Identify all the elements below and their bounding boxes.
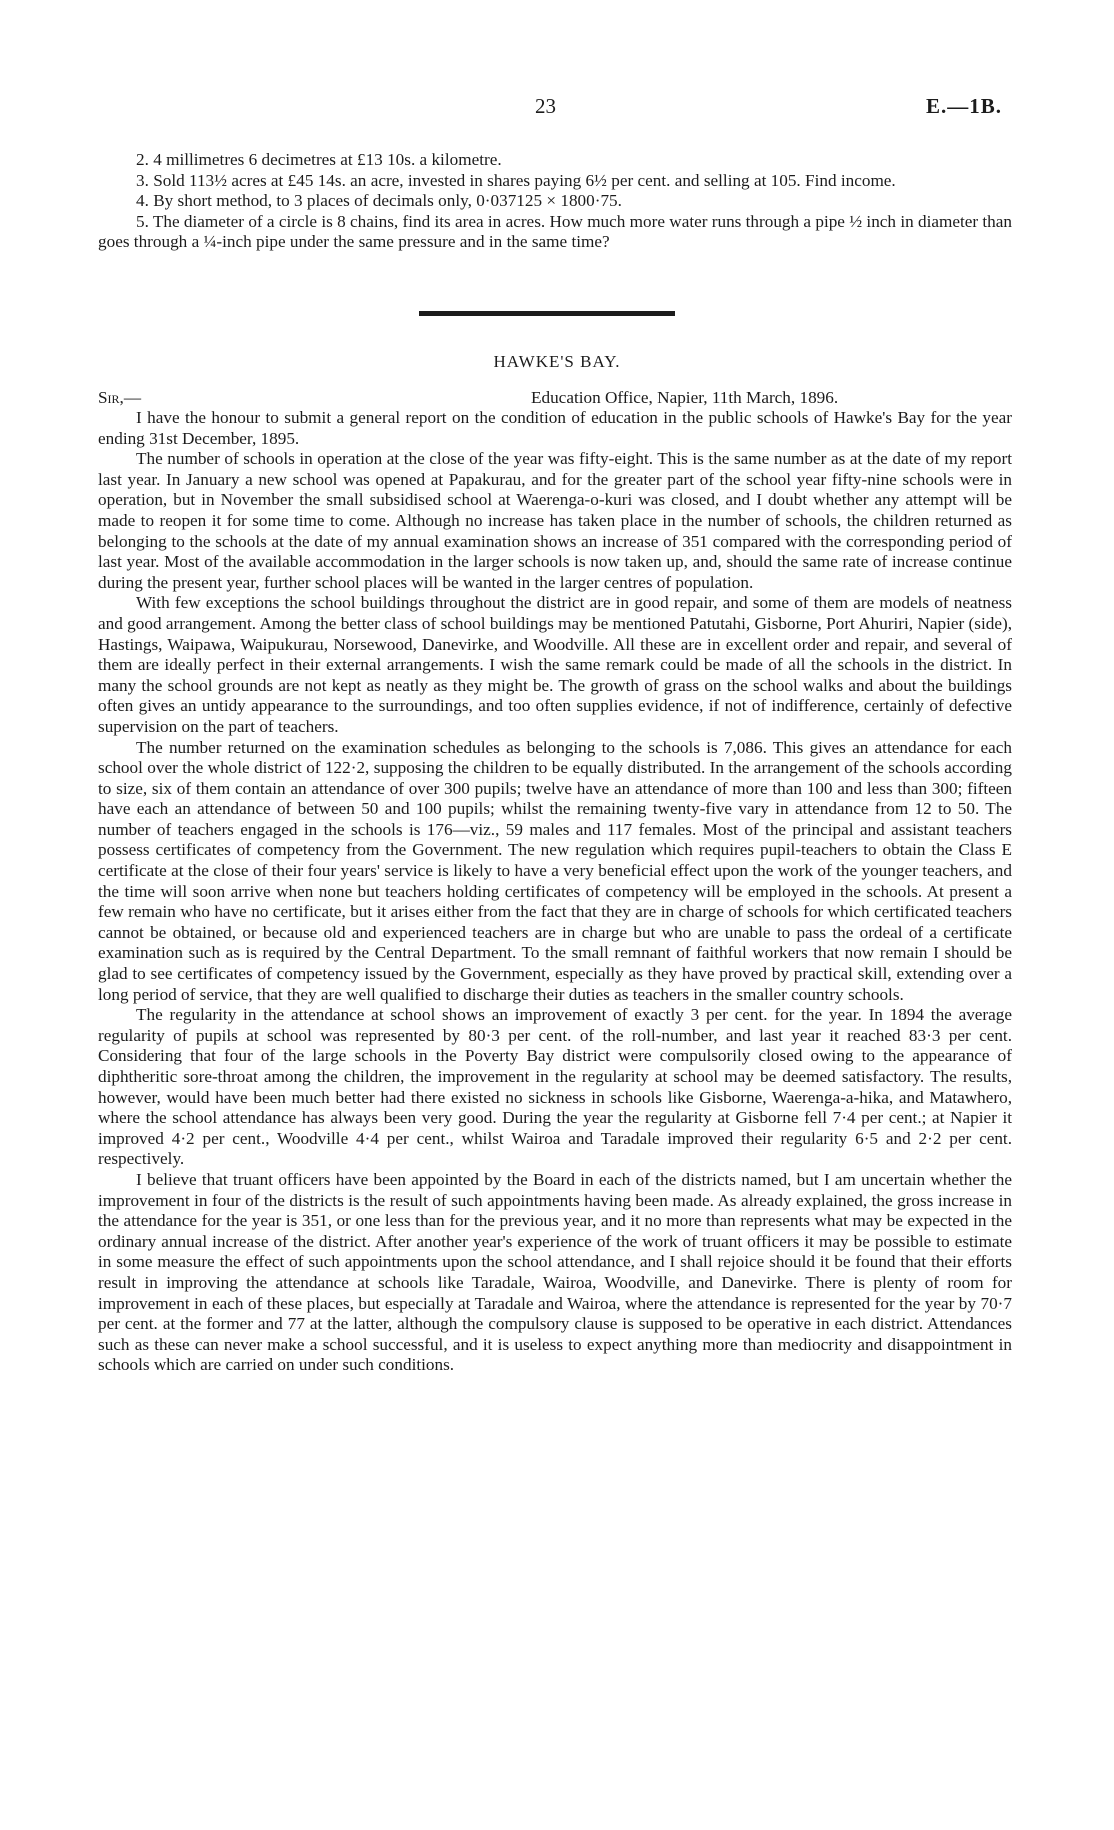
page-number: 23 [535,94,556,118]
report-paragraph: With few exceptions the school buildings throughout the district are in good repair, and some of them are models of neatness and good arrangement. Among the better class of school buildings may be mentioned Patutahi, Gisborne, Port Ahuriri, Napier (side), Hastings, Waipawa, Waipukurau, Norsewood, Danevirke, and Woodville. All these are in excellent order and repair, and several of them are ideally perfect in their external arrangements. I wish the same remark could be made of all the schools in the district. In many the school grounds are not kept as neatly as they might be. The growth of grass on the school walks and about the buildings often gives an untidy appearance to the surroundings, and too often supplies evidence, if not of indifference, certainly of defective supervision on the part of teachers. [98,593,1012,736]
report-body [98,408,1012,1376]
problem-item: 3. Sold 113½ acres at £45 14s. an acre, invested in shares paying 6½ per cent. and selling at 105. Find income. [136,170,896,190]
arithmetic-problems [98,150,1012,253]
report-paragraph: I believe that truant officers have been appointed by the Board in each of the districts named, but I am uncertain whether the improvement in four of the districts is the result of such appointments having been made. As already explained, the gross increase in the attendance for the year is 351, or one less than for the previous year, and it no more than represents what may be expected in the ordinary annual increase of the district. After another year's experience of the work of truant officers it may be possible to estimate in some measure the effect of such appointments upon the school attendance, and I shall rejoice should it be found that their efforts result in improving the attendance at schools like Taradale, Wairoa, Woodville, and Danevirke. There is plenty of room for improvement in each of these places, but especially at Taradale and Wairoa, where the attendance is represented for the year by 70·7 per cent. at the former and 77 at the latter, although the compulsory clause is supposed to be operative in each district. Attendances such as these can never make a school successful, and it is useless to expect anything more than mediocrity and disappointment in schools which are carried on under such conditions. [98,1169,1012,1375]
report-paragraph: The number returned on the examination schedules as belonging to the schools is 7,086. This gives an attendance for each school over the whole district of 122·2, supposing the children to be equally distributed. In the arrangement of the schools according to size, six of them contain an attendance of over 300 pupils; twelve have an attendance of more than 100 and less than 300; fifteen have each an attendance of between 50 and 100 pupils; whilst the remaining twenty-five vary in attendance from 12 to 50. The number of teachers engaged in the schools is 176—viz., 59 males and 117 females. Most of the principal and assistant teachers possess certificates of competency from the Government. The new regulation which requires pupil-teachers to obtain the Class E certificate at the close of their four years' service is likely to have a very beneficial effect upon the work of the younger teachers, and the time will soon arrive when none but teachers holding certificates of competency will be employed in the schools. At present a few remain who have no certificate, but it arises either from the fact that they are in charge of schools for which certificated teachers cannot be obtained, or because old and experienced teachers are in charge but who are unable to pass the ordeal of a certificate examination such as is required by the Central Department. To the small remnant of faithful workers that now remain I should be glad to see certificates of competency issued by the Government, especially as they have proved by practical skill, extending over a long period of service, that they are well qualified to discharge their duties as teachers in the smaller country schools. [98,737,1012,1004]
report-paragraph: I have the honour to submit a general report on the condition of education in the public schools of Hawke's Bay for the year ending 31st December, 1895. [98,408,1012,448]
problem-item: 5. The diameter of a circle is 8 chains, find its area in acres. How much more water runs through a pipe ½ inch in diameter than goes through a ¼-inch pipe under the same pressure and in the same time? [98,211,1012,252]
problem-item: 2. 4 millimetres 6 decimetres at £13 10s. a kilometre. [136,150,502,169]
letter-date-line: Education Office, Napier, 11th March, 1896. [531,388,839,407]
letter-heading [98,388,1012,410]
section-title: HAWKE'S BAY. [493,352,621,371]
salutation: Sir,— [98,388,142,407]
report-paragraph: The number of schools in operation at the close of the year was fifty-eight. This is the same number as at the date of my report last year. In January a new school was opened at Papakurau, and for the greater part of the school year fifty-nine schools were in operation, but in November the small subsidised school at Waerenga-o-kuri was closed, and I doubt whether any attempt will be made to reopen it for some time to come. Although no increase has taken place in the number of schools, the children returned as belonging to the schools at the date of my annual examination shows an increase of 351 compared with the corresponding period of last year. Most of the available accommodation in the larger schools is now taken up, and, should the same rate of increase continue during the present year, further school places will be wanted in the larger centres of population. [98,449,1012,592]
series-code: E.—1B. [925,94,1002,118]
page-header [0,96,1114,126]
problem-item: 4. By short method, to 3 places of decimals only, 0·037125 × 1800·75. [136,191,622,211]
section-divider [419,311,675,316]
report-paragraph: The regularity in the attendance at school shows an improvement of exactly 3 per cent. for the year. In 1894 the average regularity of pupils at school was represented by 80·3 per cent. of the roll-number, and last year it reached 83·3 per cent. Considering that four of the large schools in the Poverty Bay district were compulsorily closed owing to the appearance of diphtheritic sore-throat among the children, the improvement in the regularity at school may be deemed satisfactory. The results, however, would have been much better had there existed no sickness in schools like Gisborne, Waerenga-a-hika, and Matawhero, where the school attendance has always been very good. During the year the regularity at Gisborne fell 7·4 per cent.; at Napier it improved 4·2 per cent., Woodville 4·4 per cent., whilst Wairoa and Taradale improved their regularity 6·5 and 2·2 per cent. respectively. [98,1005,1012,1169]
